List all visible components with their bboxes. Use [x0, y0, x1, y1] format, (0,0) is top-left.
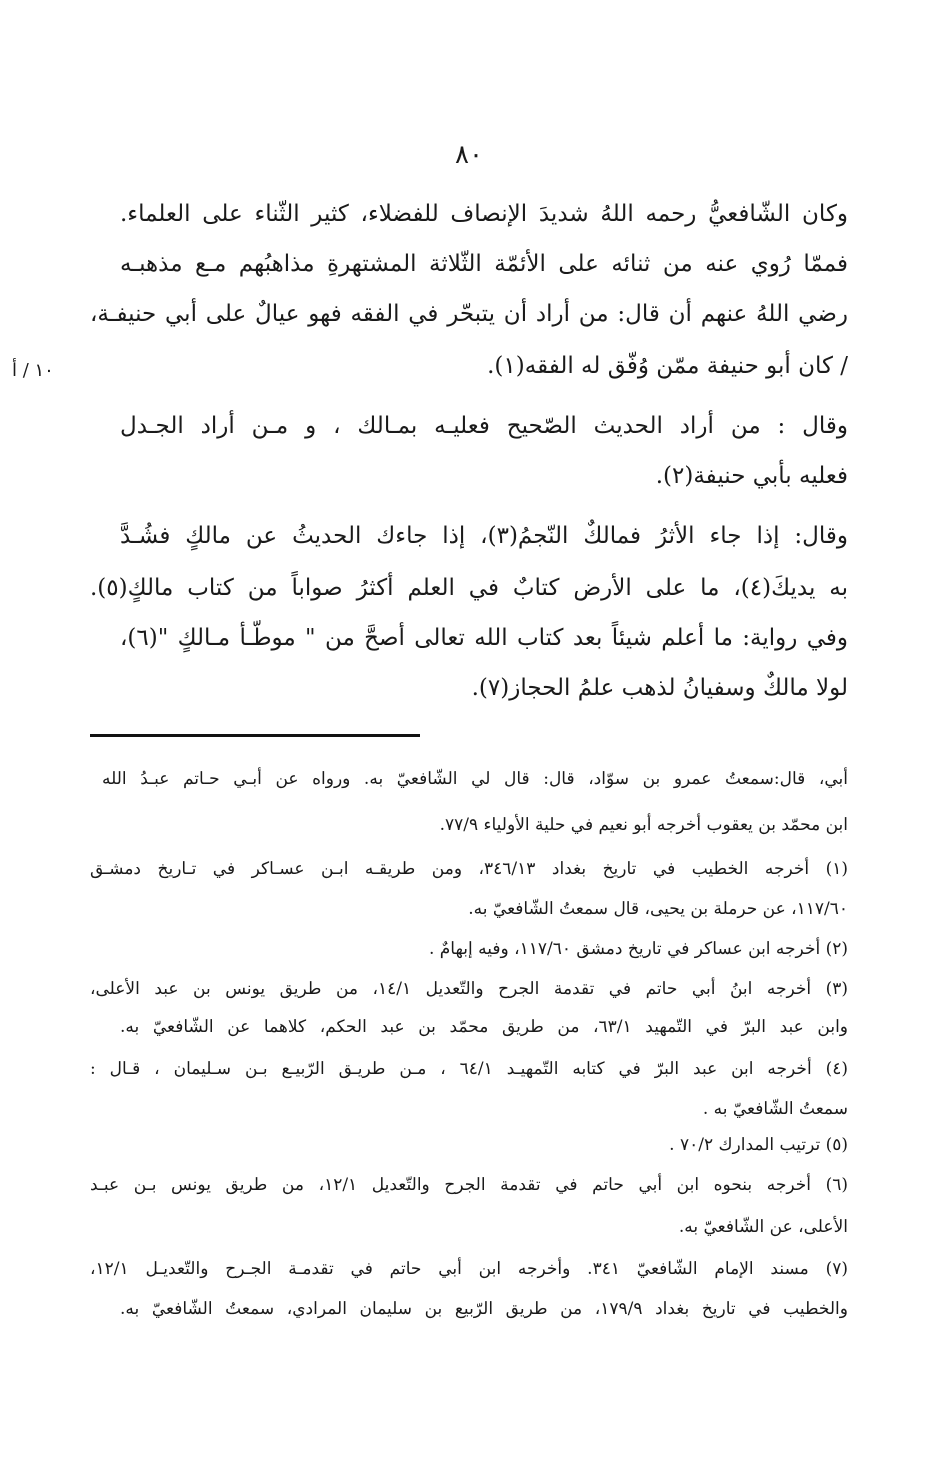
footnote-line: والخطيب في تاريخ بغداد ١٧٩/٩، من طريق الرّبيع بن سليمان المرادي، سمعتُ الشّافعيّ به. [120, 1299, 848, 1319]
body-line: لولا مالكٌ وسفيانُ لذهب علمُ الحجاز(٧). [471, 675, 848, 701]
body-line: وفي رواية: ما أعلم شيئاً بعد كتاب الله تعالى أصحَّ من " موطّـأ مـالكٍ "(٦)، [120, 625, 848, 651]
body-line: وقال: إذا جاء الأثرُ فمالكٌ النّجمُ(٣)، إذا جاءك الحديثُ عن مالكٍ فشُـدَّ [120, 523, 848, 549]
footnote-line: سمعتُ الشّافعيّ به . [702, 1099, 848, 1119]
body-line: به يديكَ(٤)، ما على الأرض كتابٌ في العلم أكثرُ صواباً من كتاب مالكٍ(٥). [90, 575, 848, 601]
page-number: ٨٠ [455, 140, 483, 170]
footnote-line: ١١٧/٦٠، عن حرملة بن يحيى، قال سمعتُ الشّافعيّ به. [468, 899, 848, 919]
footnote-line: ابن محمّد بن يعقوب أخرجه أبو نعيم في حلية الأولياء ٧٧/٩. [439, 815, 848, 835]
footnote-line: وابن عبد البرّ في التّمهيد ٦٣/١، من طريق محمّد بن عبد الحكم، كلاهما عن الشّافعيّ به. [120, 1017, 848, 1037]
footnote-line: الأعلى، عن الشّافعيّ به. [678, 1217, 848, 1237]
footnote-line: (٧) مسند الإمام الشّافعيّ ٣٤١. وأخرجه ابن أبي حاتم في تقدمـة الجـرح والتّعديـل ١٢/١، [90, 1259, 848, 1279]
body-line: رضي اللهُ عنهم أن قال: من أراد أن يتبحّر في الفقه فهو عيالٌ على أبي حنيفـة، [90, 301, 848, 327]
footnote-line: (٦) أخرجه بنحوه ابن أبي حاتم في تقدمة الجرح والتّعديل ١٢/١، من طريق يونس بـن عبـد [90, 1175, 848, 1195]
footnote-line: أبي، قال:سمعتُ عمرو بن سوّاد، قال: قال لي الشّافعيّ به. ورواه عن أبـي حـاتم عبـدُ الله [102, 769, 848, 789]
body-line: فممّا رُوي عنه من ثنائه على الأئمّة الثّلاثة المشتهرةِ مذاهبُهم مـع مذهبـه [120, 251, 848, 277]
body-line: / كان أبو حنيفة ممّن وُفّق له الفقه(١). [487, 353, 848, 379]
body-line: فعليه بأبي حنيفة(٢). [655, 463, 848, 489]
body-line: وكان الشّافعيُّ رحمه اللهُ شديدَ الإنصاف للفضلاء، كثير الثّناء على العلماء. [120, 201, 848, 227]
footnote-separator [90, 734, 420, 737]
margin-folio-note: ١٠ / أ [12, 360, 54, 381]
footnote-line: (٤) أخرجه ابن عبد البرّ في كتابه التّمهيـد ٦٤/١ ، مـن طريـق الرّبيـع بـن سـليمان ، قـال : [90, 1059, 848, 1079]
footnote-line: (١) أخرجه الخطيب في تاريخ بغداد ٣٤٦/١٣، ومن طريقـه ابـن عسـاكر في تـاريخ دمشـق [90, 859, 849, 879]
body-line: وقال : من أراد الحديث الصّحيح فعليـه بمـالك ، و مـن أراد الجـدل [120, 413, 848, 439]
footnote-line: (٢) أخرجه ابن عساكر في تاريخ دمشق ١١٧/٦٠، وفيه إبهامٌ . [428, 939, 848, 959]
footnote-line: (٥) ترتيب المدارك ٧٠/٢ . [669, 1135, 848, 1155]
footnote-line: (٣) أخرجه ابنُ أبي حاتم في تقدمة الجرح والتّعديل ١٤/١، من طريق يونس بن عبد الأعلى، [90, 979, 848, 999]
